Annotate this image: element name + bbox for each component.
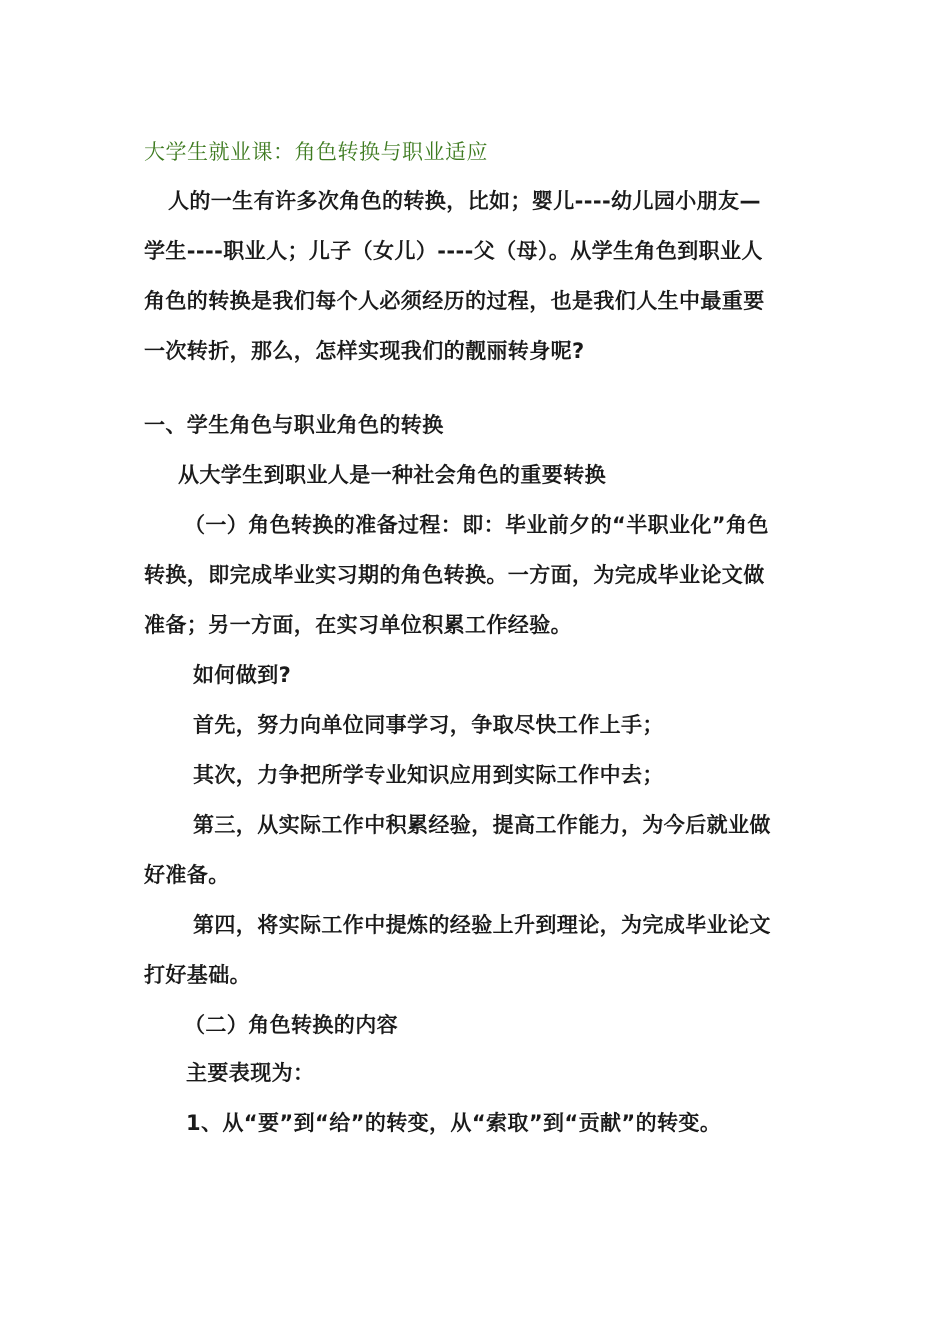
step-third-cont: 好准备。	[144, 863, 230, 887]
main-label: 主要表现为：	[186, 1061, 315, 1085]
section1-subheading: 从大学生到职业人是一种社会角色的重要转换	[178, 463, 606, 487]
step-fourth: 第四，将实际工作中提炼的经验上升到理论，为完成毕业论文	[193, 913, 771, 937]
how-heading: 如何做到?	[193, 663, 292, 687]
step-first: 首先，努力向单位同事学习，争取尽快工作上手；	[193, 713, 664, 737]
section1-heading: 一、学生角色与职业角色的转换	[144, 413, 444, 437]
intro-line-4: 一次转折，那么，怎样实现我们的靓丽转身呢?	[144, 339, 585, 363]
part2-heading: （二）角色转换的内容	[184, 1013, 398, 1037]
step-third: 第三，从实际工作中积累经验，提高工作能力，为今后就业做	[193, 813, 771, 837]
intro-line-2: 学生----职业人；儿子（女儿）----父（母）。从学生角色到职业人	[144, 239, 763, 263]
part1-line-3: 准备；另一方面，在实习单位积累工作经验。	[144, 613, 572, 637]
step-second: 其次，力争把所学专业知识应用到实际工作中去；	[193, 763, 664, 787]
intro-line-1: 人的一生有许多次角色的转换，比如；婴儿----幼儿园小朋友—	[168, 189, 761, 213]
item-1: 1、从“要”到“给”的转变，从“索取”到“贡献”的转变。	[186, 1111, 722, 1135]
intro-line-3: 角色的转换是我们每个人必须经历的过程，也是我们人生中最重要	[144, 289, 765, 313]
part1-line-2: 转换，即完成毕业实习期的角色转换。一方面，为完成毕业论文做	[144, 563, 765, 587]
document-title: 大学生就业课：角色转换与职业适应	[144, 140, 488, 164]
part1-line-1: （一）角色转换的准备过程：即：毕业前夕的“半职业化”角色	[184, 513, 769, 537]
step-fourth-cont: 打好基础。	[144, 963, 251, 987]
